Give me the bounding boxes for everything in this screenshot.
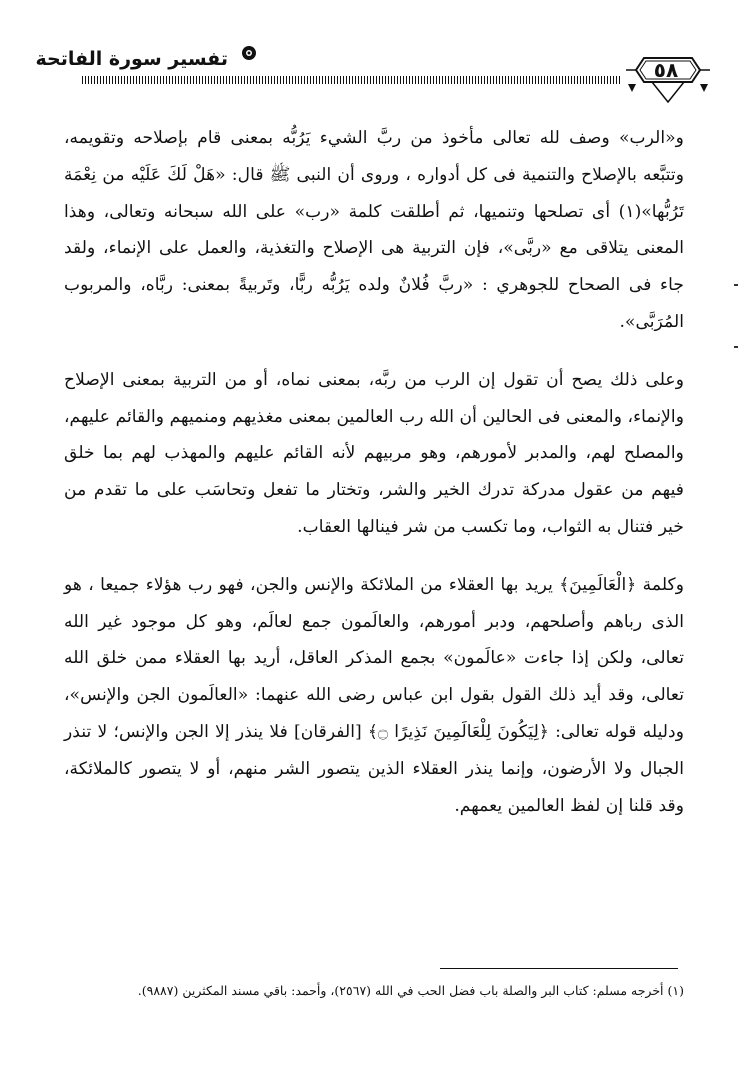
footnote-rule bbox=[440, 968, 678, 969]
header-rule bbox=[82, 76, 622, 84]
paragraph: و«الرب» وصف لله تعالى مأخوذ من ربَّ الشيء يَرُبُّه بمعنى قام بإصلاحه وتقويمه، وتتبَّعه بالإصلاح والتنمية فى كل أدواره ، وروى أن النبى ﷺ قال: «هَلْ لَكَ عَلَيْه من نِعْمَة تَرُبُّها»(١) أى تصلحها وتنميها، ثم أطلقت كلمة «رب» على الله سبحانه وتعالى، وهذا المعنى يتلاقى مع «ربَّى»، فإن التربية هى الإصلاح والتغذية، والعمل على الإنماء، ولقد جاء فى الصحاح للجوهري : «ربَّ فُلانٌ ولده يَرُبُّه ربًّا، وتَربيةً بمعنى: ربَّاه، والمربوب المُرَبَّى». bbox=[64, 128, 684, 332]
paragraph: وكلمة ﴿الْعَالَمِينَ﴾ يريد بها العقلاء من الملائكة والإنس والجن، فهو رب هؤلاء جميعا ، هو الذى رباهم وأصلحهم، ودبر أمورهم، والعالَمون جمع لعالَم، وهو كل موجود غير الله تعالى، ولكن إذا جاءت «عالَمون» بجمع المذكر العاقل، أريد بها العقلاء ممن خلق الله تعالى، وقد أيد ذلك القول بقول ابن عباس رضى الله عنهما: «العالَمون الجن والإنس»، ودليله قوله تعالى: ﴿لِيَكُونَ لِلْعَالَمِينَ نَذِيرًا ۝﴾ [الفرقان] فلا ينذر إلا الجن والإنس؛ لا تنذر الجبال ولا الأرضون، وإنما ينذر العقلاء الذين يتصور الشر منهم، أو لا يتصور كالملائكة، وقد قلنا إن لفظ العالمين يعمهم. bbox=[64, 574, 684, 816]
page-number: ٥٨ bbox=[653, 58, 679, 82]
main-text bbox=[64, 120, 684, 824]
page-header bbox=[0, 0, 748, 120]
margin-mark bbox=[734, 284, 738, 286]
footnote: (١) أخرجه مسلم: كتاب البر والصلة باب فضل الحب في الله (٢٥٦٧)، وأحمد: باقي مسند المكثرين (٩٨٨٧). bbox=[137, 983, 684, 998]
flower-ornament-icon bbox=[240, 44, 258, 62]
running-title: تفسير سورة الفاتحة bbox=[35, 48, 228, 70]
paragraph: وعلى ذلك يصح أن تقول إن الرب من ربَّه، بمعنى نماه، أو من التربية بمعنى الإصلاح والإنماء، والمعنى فى الحالين أن الله رب العالمين بمعنى مغذيهم ومنميهم والقائم عليهم، والمصلح لهم، والمدبر لأمورهم، وهو مربيهم لأنه القائم عليهم والمهذب لهم بما خلق فيهم من عقول مدركة تدرك الخير والشر، وتختار ما تفعل وتحاسَب على ما تقدم من خير فتنال به الثواب، وما تكسب من شر فينالها العقاب. bbox=[64, 369, 684, 537]
margin-mark bbox=[734, 346, 738, 348]
